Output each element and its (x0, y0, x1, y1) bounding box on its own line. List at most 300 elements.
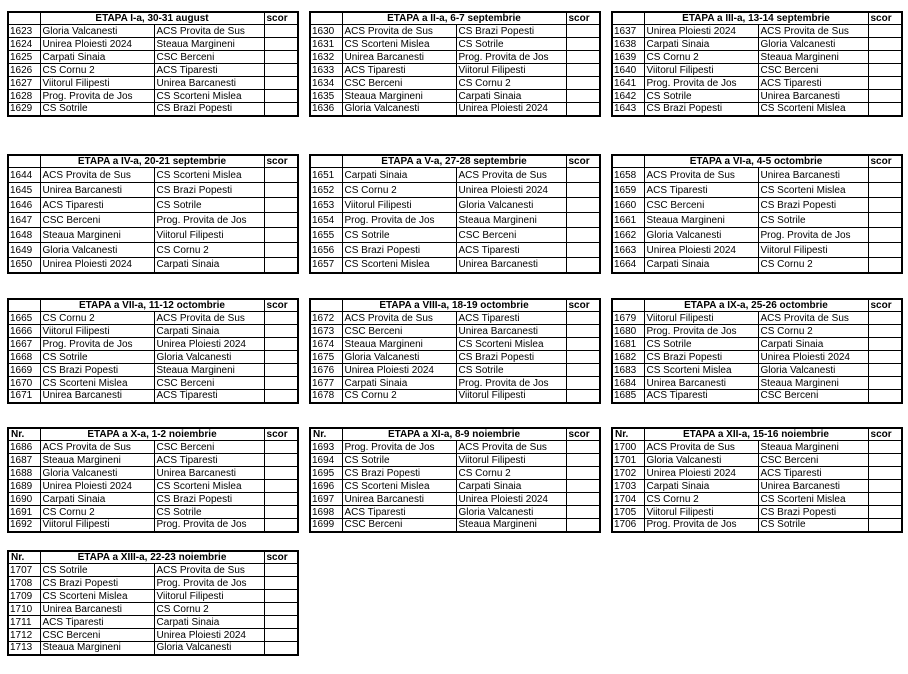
table-row (612, 38, 902, 51)
away-team: ACS Provita de Sus (154, 564, 264, 577)
table-row (612, 312, 902, 325)
nr-header (612, 155, 644, 168)
table-row (310, 519, 600, 532)
away-team: ACS Tiparesti (758, 77, 868, 90)
away-team: ACS Tiparesti (456, 243, 566, 258)
match-number: 1688 (8, 467, 40, 480)
table-row (8, 183, 298, 198)
table-row (310, 377, 600, 390)
table-row (8, 198, 298, 213)
score-cell[interactable] (868, 493, 902, 506)
match-number: 1677 (310, 377, 342, 390)
score-cell[interactable] (264, 616, 298, 629)
match-number: 1625 (8, 51, 40, 64)
score-cell[interactable] (566, 506, 600, 519)
match-number: 1645 (8, 183, 40, 198)
score-cell[interactable] (566, 64, 600, 77)
match-number: 1627 (8, 77, 40, 90)
table-row (310, 25, 600, 38)
score-cell[interactable] (264, 25, 298, 38)
table-row (310, 338, 600, 351)
score-cell[interactable] (868, 51, 902, 64)
away-team: Gloria Valcanesti (456, 198, 566, 213)
match-number: 1640 (612, 64, 644, 77)
score-cell[interactable] (566, 38, 600, 51)
score-cell[interactable] (264, 441, 298, 454)
match-number: 1702 (612, 467, 644, 480)
table-row (8, 642, 298, 655)
match-number: 1700 (612, 441, 644, 454)
match-number: 1697 (310, 493, 342, 506)
match-number: 1659 (612, 183, 644, 198)
score-cell[interactable] (264, 390, 298, 403)
score-cell[interactable] (264, 77, 298, 90)
fixture-table (611, 427, 903, 533)
table-row (8, 493, 298, 506)
away-team: Prog. Provita de Jos (758, 228, 868, 243)
away-team: Unirea Ploiesti 2024 (154, 629, 264, 642)
away-team: ACS Tiparesti (456, 312, 566, 325)
match-number: 1673 (310, 325, 342, 338)
table-header-row (612, 428, 902, 441)
home-team: CS Scorteni Mislea (342, 480, 456, 493)
score-cell[interactable] (264, 519, 298, 532)
match-number: 1671 (8, 390, 40, 403)
table-row (612, 377, 902, 390)
score-cell[interactable] (566, 258, 600, 273)
score-cell[interactable] (868, 228, 902, 243)
away-team: CS Brazi Popesti (456, 351, 566, 364)
home-team: CS Scorteni Mislea (342, 258, 456, 273)
away-team: Prog. Provita de Jos (456, 51, 566, 64)
score-cell[interactable] (566, 198, 600, 213)
table-row (8, 480, 298, 493)
round-title: ETAPA a VII-a, 11-12 octombrie (40, 299, 264, 312)
match-number: 1679 (612, 312, 644, 325)
home-team: CS Sotrile (644, 338, 758, 351)
scor-header: scor (566, 428, 600, 441)
home-team: CS Sotrile (40, 103, 154, 116)
score-cell[interactable] (868, 338, 902, 351)
table-row (8, 90, 298, 103)
score-cell[interactable] (868, 243, 902, 258)
table-row (612, 103, 902, 116)
home-team: Gloria Valcanesti (644, 228, 758, 243)
table-row (8, 325, 298, 338)
table-row (612, 454, 902, 467)
match-number: 1631 (310, 38, 342, 51)
table-row (310, 77, 600, 90)
score-cell[interactable] (868, 103, 902, 116)
home-team: Unirea Barcanesti (342, 493, 456, 506)
score-cell[interactable] (566, 338, 600, 351)
match-number: 1705 (612, 506, 644, 519)
away-team: ACS Tiparesti (154, 454, 264, 467)
home-team: Unirea Ploiesti 2024 (40, 258, 154, 273)
home-team: CSC Berceni (342, 519, 456, 532)
away-team: CS Sotrile (154, 198, 264, 213)
away-team: CSC Berceni (456, 228, 566, 243)
match-number: 1647 (8, 213, 40, 228)
score-cell[interactable] (868, 454, 902, 467)
home-team: Steaua Margineni (40, 642, 154, 655)
table-row (8, 168, 298, 183)
score-cell[interactable] (264, 228, 298, 243)
match-number: 1648 (8, 228, 40, 243)
match-number: 1706 (612, 519, 644, 532)
score-cell[interactable] (264, 351, 298, 364)
scor-header: scor (868, 299, 902, 312)
home-team: ACS Tiparesti (40, 198, 154, 213)
score-cell[interactable] (566, 519, 600, 532)
home-team: Unirea Ploiesti 2024 (644, 243, 758, 258)
table-row (612, 364, 902, 377)
match-number: 1628 (8, 90, 40, 103)
home-team: CS Brazi Popesti (644, 351, 758, 364)
score-cell[interactable] (868, 198, 902, 213)
score-cell[interactable] (566, 243, 600, 258)
round-title: ETAPA I-a, 30-31 august (40, 12, 264, 25)
score-cell[interactable] (264, 377, 298, 390)
score-cell[interactable] (868, 506, 902, 519)
home-team: Unirea Barcanesti (40, 183, 154, 198)
away-team: ACS Provita de Sus (456, 168, 566, 183)
match-number: 1672 (310, 312, 342, 325)
score-cell[interactable] (264, 642, 298, 655)
score-cell[interactable] (868, 364, 902, 377)
home-team: Carpati Sinaia (644, 480, 758, 493)
scor-header: scor (868, 12, 902, 25)
table-row (310, 183, 600, 198)
away-team: CS Brazi Popesti (456, 25, 566, 38)
home-team: ACS Provita de Sus (40, 168, 154, 183)
away-team: Carpati Sinaia (154, 258, 264, 273)
match-number: 1670 (8, 377, 40, 390)
score-cell[interactable] (868, 325, 902, 338)
table-row (310, 64, 600, 77)
away-team: Carpati Sinaia (758, 338, 868, 351)
home-team: Viitorul Filipesti (40, 77, 154, 90)
score-cell[interactable] (264, 577, 298, 590)
table-row (310, 213, 600, 228)
score-cell[interactable] (566, 51, 600, 64)
table-row (8, 312, 298, 325)
score-cell[interactable] (868, 77, 902, 90)
away-team: Unirea Ploiesti 2024 (456, 183, 566, 198)
home-team: Steaua Margineni (40, 454, 154, 467)
score-cell[interactable] (566, 90, 600, 103)
match-number: 1626 (8, 64, 40, 77)
home-team: Carpati Sinaia (342, 377, 456, 390)
score-cell[interactable] (264, 213, 298, 228)
match-number: 1636 (310, 103, 342, 116)
score-cell[interactable] (264, 51, 298, 64)
round-title: ETAPA a X-a, 1-2 noiembrie (40, 428, 264, 441)
score-cell[interactable] (868, 480, 902, 493)
score-cell[interactable] (264, 64, 298, 77)
home-team: ACS Tiparesti (644, 183, 758, 198)
away-team: Prog. Provita de Jos (154, 519, 264, 532)
match-number: 1693 (310, 441, 342, 454)
table-row (8, 213, 298, 228)
score-cell[interactable] (868, 90, 902, 103)
away-team: Unirea Ploiesti 2024 (456, 103, 566, 116)
home-team: Unirea Ploiesti 2024 (644, 467, 758, 480)
match-number: 1712 (8, 629, 40, 642)
fixture-table (309, 298, 601, 404)
table-row (310, 441, 600, 454)
table-row (8, 603, 298, 616)
scor-header: scor (868, 155, 902, 168)
match-number: 1704 (612, 493, 644, 506)
table-row (8, 51, 298, 64)
score-cell[interactable] (264, 38, 298, 51)
home-team: CS Scorteni Mislea (644, 364, 758, 377)
match-number: 1646 (8, 198, 40, 213)
match-number: 1668 (8, 351, 40, 364)
score-cell[interactable] (264, 243, 298, 258)
table-row (310, 390, 600, 403)
table-row (310, 228, 600, 243)
home-team: Gloria Valcanesti (40, 243, 154, 258)
table-row (8, 25, 298, 38)
match-number: 1649 (8, 243, 40, 258)
away-team: Steaua Margineni (154, 38, 264, 51)
nr-header (612, 12, 644, 25)
home-team: CS Cornu 2 (342, 390, 456, 403)
table-row (612, 243, 902, 258)
score-cell[interactable] (868, 38, 902, 51)
score-cell[interactable] (264, 506, 298, 519)
score-cell[interactable] (868, 377, 902, 390)
score-cell[interactable] (264, 603, 298, 616)
score-cell[interactable] (566, 467, 600, 480)
round-title: ETAPA a II-a, 6-7 septembrie (342, 12, 566, 25)
match-number: 1687 (8, 454, 40, 467)
home-team: Viitorul Filipesti (342, 198, 456, 213)
score-cell[interactable] (264, 590, 298, 603)
away-team: CSC Berceni (154, 377, 264, 390)
score-cell[interactable] (264, 183, 298, 198)
home-team: Unirea Ploiesti 2024 (342, 364, 456, 377)
match-number: 1632 (310, 51, 342, 64)
match-number: 1664 (612, 258, 644, 273)
home-team: Unirea Ploiesti 2024 (40, 38, 154, 51)
nr-header (310, 155, 342, 168)
score-cell[interactable] (868, 441, 902, 454)
scor-header: scor (566, 155, 600, 168)
score-cell[interactable] (264, 454, 298, 467)
score-cell[interactable] (566, 390, 600, 403)
away-team: Carpati Sinaia (456, 480, 566, 493)
score-cell[interactable] (264, 467, 298, 480)
match-number: 1661 (612, 213, 644, 228)
away-team: CS Sotrile (456, 38, 566, 51)
table-row (612, 258, 902, 273)
table-row (8, 519, 298, 532)
score-cell[interactable] (264, 312, 298, 325)
match-number: 1694 (310, 454, 342, 467)
table-row (612, 338, 902, 351)
away-team: Unirea Ploiesti 2024 (456, 493, 566, 506)
home-team: Carpati Sinaia (40, 493, 154, 506)
table-header-row (310, 155, 600, 168)
home-team: CS Sotrile (40, 351, 154, 364)
home-team: CSC Berceni (40, 213, 154, 228)
score-cell[interactable] (264, 103, 298, 116)
scor-header: scor (264, 12, 298, 25)
score-cell[interactable] (264, 493, 298, 506)
table-header-row (8, 428, 298, 441)
home-team: ACS Tiparesti (644, 390, 758, 403)
table-row (612, 90, 902, 103)
table-row (310, 467, 600, 480)
round-title: ETAPA a V-a, 27-28 septembrie (342, 155, 566, 168)
away-team: CS Cornu 2 (154, 603, 264, 616)
away-team: CS Sotrile (758, 213, 868, 228)
score-cell[interactable] (868, 467, 902, 480)
nr-header (612, 299, 644, 312)
round-title: ETAPA a XI-a, 8-9 noiembrie (342, 428, 566, 441)
nr-header: Nr. (310, 428, 342, 441)
table-header-row (8, 155, 298, 168)
table-row (8, 629, 298, 642)
away-team: Viitorul Filipesti (456, 64, 566, 77)
score-cell[interactable] (868, 64, 902, 77)
score-cell[interactable] (566, 103, 600, 116)
table-row (612, 519, 902, 532)
home-team: Unirea Ploiesti 2024 (644, 25, 758, 38)
score-cell[interactable] (566, 77, 600, 90)
table-row (310, 351, 600, 364)
score-cell[interactable] (566, 25, 600, 38)
away-team: Prog. Provita de Jos (154, 577, 264, 590)
table-row (310, 168, 600, 183)
match-number: 1665 (8, 312, 40, 325)
fixture-table (309, 427, 601, 533)
away-team: Prog. Provita de Jos (154, 213, 264, 228)
scor-header: scor (264, 155, 298, 168)
home-team: CS Cornu 2 (342, 183, 456, 198)
match-number: 1681 (612, 338, 644, 351)
score-cell[interactable] (868, 168, 902, 183)
score-cell[interactable] (264, 364, 298, 377)
table-row (612, 506, 902, 519)
match-number: 1658 (612, 168, 644, 183)
home-team: CS Cornu 2 (644, 51, 758, 64)
nr-header (310, 299, 342, 312)
match-number: 1710 (8, 603, 40, 616)
home-team: Steaua Margineni (40, 228, 154, 243)
score-cell[interactable] (566, 312, 600, 325)
home-team: Viitorul Filipesti (644, 506, 758, 519)
match-number: 1629 (8, 103, 40, 116)
fixture-table (611, 11, 903, 117)
score-cell[interactable] (868, 312, 902, 325)
table-row (8, 338, 298, 351)
score-cell[interactable] (868, 183, 902, 198)
score-cell[interactable] (566, 325, 600, 338)
score-cell[interactable] (868, 351, 902, 364)
score-cell[interactable] (566, 213, 600, 228)
score-cell[interactable] (566, 441, 600, 454)
table-row (310, 480, 600, 493)
match-number: 1708 (8, 577, 40, 590)
match-number: 1690 (8, 493, 40, 506)
score-cell[interactable] (868, 258, 902, 273)
score-cell[interactable] (868, 213, 902, 228)
nr-header (8, 12, 40, 25)
table-row (310, 90, 600, 103)
score-cell[interactable] (868, 25, 902, 38)
table-row (310, 258, 600, 273)
table-header-row (8, 551, 298, 564)
home-team: ACS Provita de Sus (40, 441, 154, 454)
score-cell[interactable] (264, 258, 298, 273)
nr-header: Nr. (612, 428, 644, 441)
score-cell[interactable] (566, 228, 600, 243)
nr-header (310, 12, 342, 25)
away-team: CSC Berceni (758, 390, 868, 403)
home-team: CS Brazi Popesti (40, 577, 154, 590)
table-row (310, 103, 600, 116)
score-cell[interactable] (566, 454, 600, 467)
away-team: Steaua Margineni (154, 364, 264, 377)
score-cell[interactable] (264, 629, 298, 642)
away-team: CS Scorteni Mislea (154, 90, 264, 103)
away-team: Unirea Ploiesti 2024 (758, 351, 868, 364)
match-number: 1652 (310, 183, 342, 198)
fixture-table (7, 427, 299, 533)
score-cell[interactable] (264, 168, 298, 183)
table-header-row (310, 299, 600, 312)
score-cell[interactable] (566, 364, 600, 377)
score-cell[interactable] (264, 480, 298, 493)
score-cell[interactable] (566, 377, 600, 390)
score-cell[interactable] (566, 168, 600, 183)
match-number: 1713 (8, 642, 40, 655)
away-team: CS Scorteni Mislea (758, 493, 868, 506)
match-number: 1699 (310, 519, 342, 532)
score-cell[interactable] (566, 183, 600, 198)
match-number: 1692 (8, 519, 40, 532)
away-team: Carpati Sinaia (154, 325, 264, 338)
score-cell[interactable] (868, 519, 902, 532)
score-cell[interactable] (264, 564, 298, 577)
score-cell[interactable] (566, 480, 600, 493)
match-number: 1651 (310, 168, 342, 183)
match-number: 1711 (8, 616, 40, 629)
home-team: Unirea Barcanesti (40, 603, 154, 616)
home-team: CS Cornu 2 (644, 493, 758, 506)
table-row (612, 480, 902, 493)
away-team: ACS Provita de Sus (154, 25, 264, 38)
home-team: Steaua Margineni (342, 90, 456, 103)
score-cell[interactable] (868, 390, 902, 403)
table-row (8, 77, 298, 90)
score-cell[interactable] (566, 493, 600, 506)
match-number: 1676 (310, 364, 342, 377)
match-number: 1633 (310, 64, 342, 77)
home-team: CSC Berceni (342, 325, 456, 338)
score-cell[interactable] (264, 325, 298, 338)
match-number: 1689 (8, 480, 40, 493)
score-cell[interactable] (264, 198, 298, 213)
home-team: CS Brazi Popesti (40, 364, 154, 377)
score-cell[interactable] (264, 90, 298, 103)
score-cell[interactable] (566, 351, 600, 364)
score-cell[interactable] (264, 338, 298, 351)
